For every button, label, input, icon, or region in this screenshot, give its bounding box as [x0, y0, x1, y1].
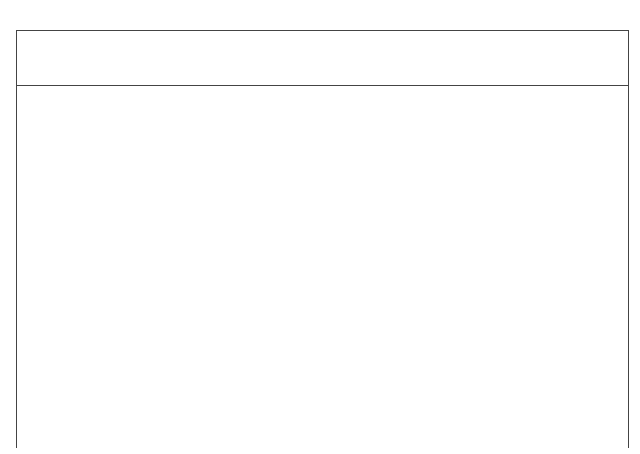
capital-repair-table	[16, 30, 629, 448]
table-header	[17, 30, 628, 86]
